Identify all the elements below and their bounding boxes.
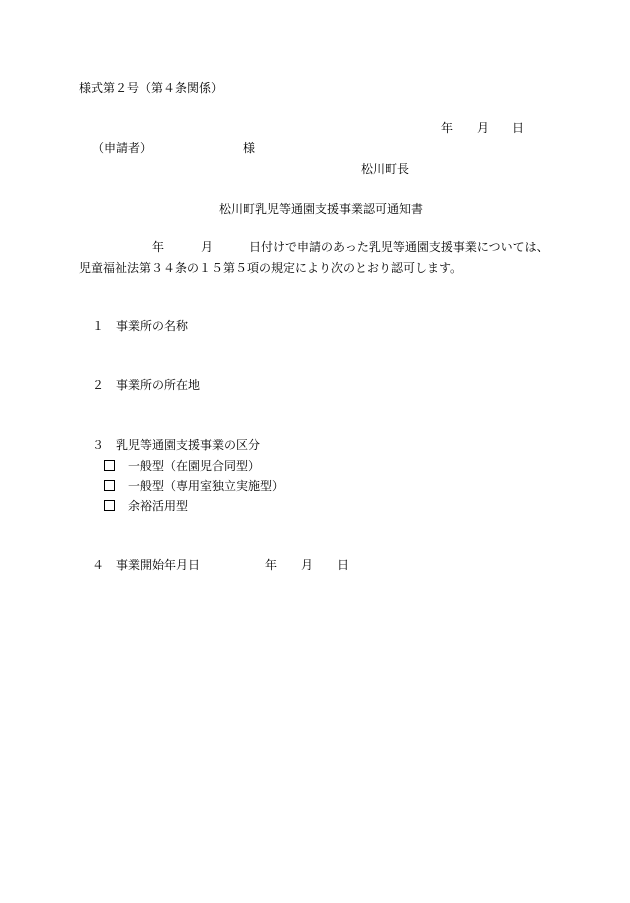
item-2-label: ２ 事業所の所在地 — [92, 378, 201, 392]
header-date-month: 月 — [477, 121, 490, 135]
start-date-year: 年 — [265, 558, 278, 572]
start-date-month: 月 — [301, 558, 314, 572]
applicant-label: （申請者） — [92, 141, 153, 155]
option-label: 一般型（専用室独立実施型） — [128, 479, 285, 493]
item-1-label: １ 事業所の名称 — [92, 319, 189, 333]
option-row — [104, 460, 260, 472]
option-row — [104, 500, 188, 512]
body-line1-text: 日付けで申請のあった乳児等通園支援事業については、 — [249, 240, 549, 254]
header-date-year: 年 — [441, 121, 454, 135]
option-label: 余裕活用型 — [128, 499, 189, 513]
issuer-name: 松川町長 — [361, 162, 410, 176]
item-4-label: ４ 事業開始年月日 — [92, 558, 201, 572]
option-row — [104, 480, 284, 492]
form-reference: 様式第２号（第４条関係） — [79, 81, 224, 95]
checkbox-icon — [104, 500, 115, 511]
document-title: 松川町乳児等通園支援事業認可通知書 — [219, 202, 424, 216]
item-3-label: ３ 乳児等通園支援事業の区分 — [92, 438, 261, 452]
checkbox-icon — [104, 480, 115, 491]
applicant-honorific: 様 — [243, 141, 256, 155]
header-date-day: 日 — [512, 121, 525, 135]
body-line2-text: 児童福祉法第３４条の１５第５項の規定により次のとおり認可します。 — [79, 261, 463, 275]
body-month: 月 — [201, 240, 214, 254]
body-year: 年 — [152, 240, 165, 254]
checkbox-icon — [104, 460, 115, 471]
start-date-day: 日 — [337, 558, 350, 572]
option-label: 一般型（在園児合同型） — [128, 459, 261, 473]
